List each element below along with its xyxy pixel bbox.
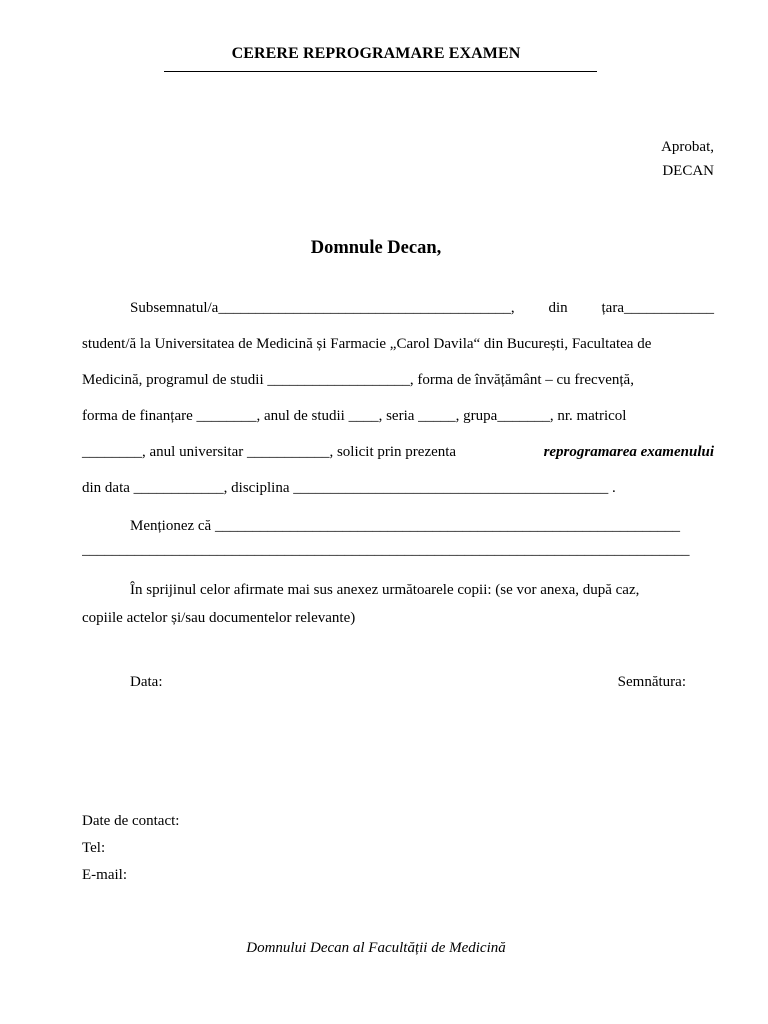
paragraph-line-5 (82, 434, 714, 470)
paragraph-line-4: forma de finanțare ________, anul de studii ____, seria _____, grupa_______, nr. matricol (82, 408, 627, 424)
mention-paragraph (82, 512, 714, 568)
contact-heading: Date de contact: (82, 813, 180, 829)
attachments-paragraph (82, 576, 714, 632)
email-label: E-mail: (82, 867, 127, 883)
signature-label: Semnătura: (617, 674, 686, 690)
from-text: din (548, 300, 568, 316)
paragraph-line-3: Medicină, programul de studii ___________________, forma de învățământ – cu frecvență, (82, 372, 634, 388)
request-paragraph (82, 290, 714, 506)
mention-line-2: _________________________________________________________________________________ (82, 542, 690, 558)
mention-line-1: Menționez că ______________________________________________________________ (130, 518, 680, 534)
approval-block (661, 135, 714, 183)
reschedule-emphasis: reprogramarea examenului (543, 444, 714, 460)
salutation: Domnule Decan, (310, 238, 442, 258)
date-label: Data: (130, 674, 163, 690)
date-signature-row (130, 674, 686, 691)
contact-block (82, 808, 179, 889)
tel-label: Tel: (82, 840, 106, 856)
addressee-footer: Domnului Decan al Facultății de Medicină (246, 940, 506, 956)
paragraph-line-6: din data ____________, disciplina __________________________________________ . (82, 480, 616, 496)
country-blank-text: țara____________ (601, 300, 714, 316)
attachments-line-1: În sprijinul celor afirmate mai sus anexez următoarele copii: (se vor anexa, după caz, (130, 582, 640, 598)
paragraph-line-1 (82, 290, 714, 326)
paragraph-line-2: student/ă la Universitatea de Medicină și Farmacie „Carol Davila“ din București, Facultatea de (82, 336, 652, 352)
attachments-line-2: copiile actelor și/sau documentelor relevante) (82, 610, 356, 626)
title-underline (164, 71, 597, 72)
document-title: CERERE REPROGRAMARE EXAMEN (231, 45, 521, 62)
academic-year-text: ________, anul universitar ___________, solicit prin prezenta (82, 444, 457, 460)
name-blank-text: Subsemnatul/a_______________________________________, (130, 300, 515, 316)
dean-label: DECAN (662, 163, 714, 179)
approval-label: Aprobat, (661, 139, 714, 155)
